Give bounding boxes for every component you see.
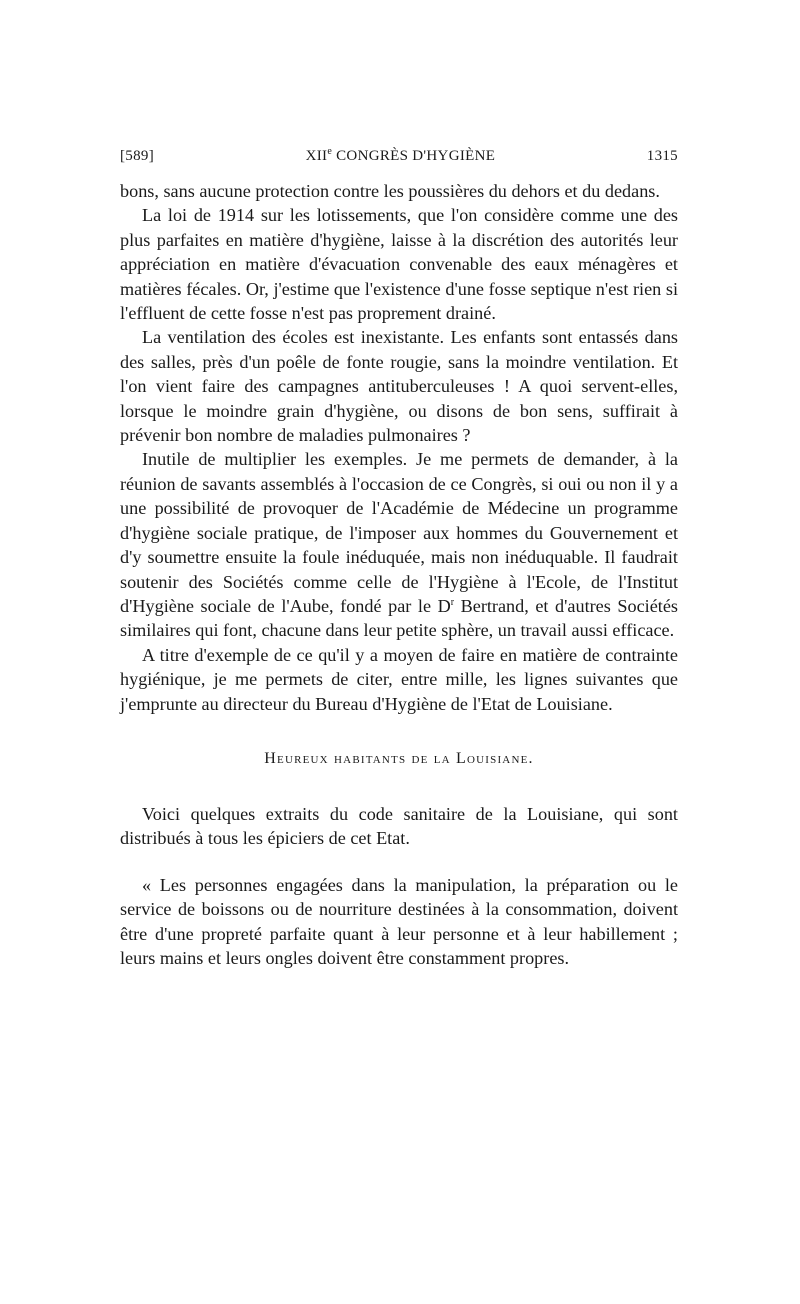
paragraph-2: La loi de 1914 sur les lotissements, que l'on considère comme une des plus parfaites en matière d'hygiène, laisse à la discrétion des autorités leur appréciation en matière d'évacuation convenable des eaux ménagères et matières fécales. Or, j'estime que l'existence d'une fosse septique n'est rien si l'effluent de cette fosse n'est pas proprement drainé. <box>120 205 678 324</box>
running-header <box>120 148 678 165</box>
paragraph-4-sup: r <box>450 596 455 608</box>
header-page-number: 1315 <box>646 148 678 164</box>
paragraph-3: La ventilation des écoles est inexistante. Les enfants sont entassés dans des salles, près d'un poêle de fonte rougie, sans la moindre ventilation. Et l'on vient faire des campagnes antituberculeuses ! A quoi servent-elles, lorsque le moindre grain d'hygiène, ou disons de bon sens, suffirait à prévenir bon nombre de maladies pulmonaires ? <box>120 327 678 446</box>
paragraph-4-rest: Bertrand, et d'autres Sociétés similaires qui font, chacune dans leur petite sphère, un travail aussi efficace. <box>120 595 678 641</box>
header-title-roman: XII <box>305 148 328 164</box>
paragraph-4-main: Inutile de multiplier les exemples. Je me permets de demander, à la réunion de savants assemblés à l'occasion de ce Congrès, si oui ou non il y a une possibilité de provoquer de l'Académie de Médecine un programme d'hygiène sociale pratique, de l'imposer aux hommes du Gouvernement et d'y soumettre ensuite la foule inéduquée, mais non inéduquable. Il faudrait soutenir des Sociétés comme celle de l'Hygiène à l'Ecole, de l'Institut d'Hygiène sociale de l'Aube, fondé par le D <box>120 449 678 616</box>
paragraph-4 <box>120 447 678 642</box>
section-heading: Heureux habitants de la Louisiane. <box>264 749 534 767</box>
header-title-sup: e <box>327 146 333 157</box>
paragraph-1: bons, sans aucune protection contre les poussières du dehors et du dedans. <box>120 181 660 201</box>
header-title <box>306 148 496 165</box>
quoted-paragraph: « Les personnes engagées dans la manipulation, la préparation ou le service de boissons ou de nourriture destinées à la consommation, doivent être d'une propreté parfaite quant à leur personne et à leur habillement ; leurs mains et leurs ongles doivent être constamment propres. <box>120 874 678 968</box>
paragraph-5: A titre d'exemple de ce qu'il y a moyen de faire en matière de contrainte hygiénique, je me permets de citer, entre mille, les lignes suivantes que j'emprunte au directeur du Bureau d'Hygiène de l'Etat de Louisiane. <box>120 644 678 714</box>
header-bracket-page: [589] <box>120 148 154 164</box>
quote-block <box>120 802 678 970</box>
body-text <box>120 179 678 716</box>
book-page <box>120 148 678 992</box>
header-title-rest: CONGRÈS D'HYGIÈNE <box>332 148 496 164</box>
intro-paragraph: Voici quelques extraits du code sanitaire de la Louisiane, qui sont distribués à tous les épiciers de cet Etat. <box>120 803 678 849</box>
